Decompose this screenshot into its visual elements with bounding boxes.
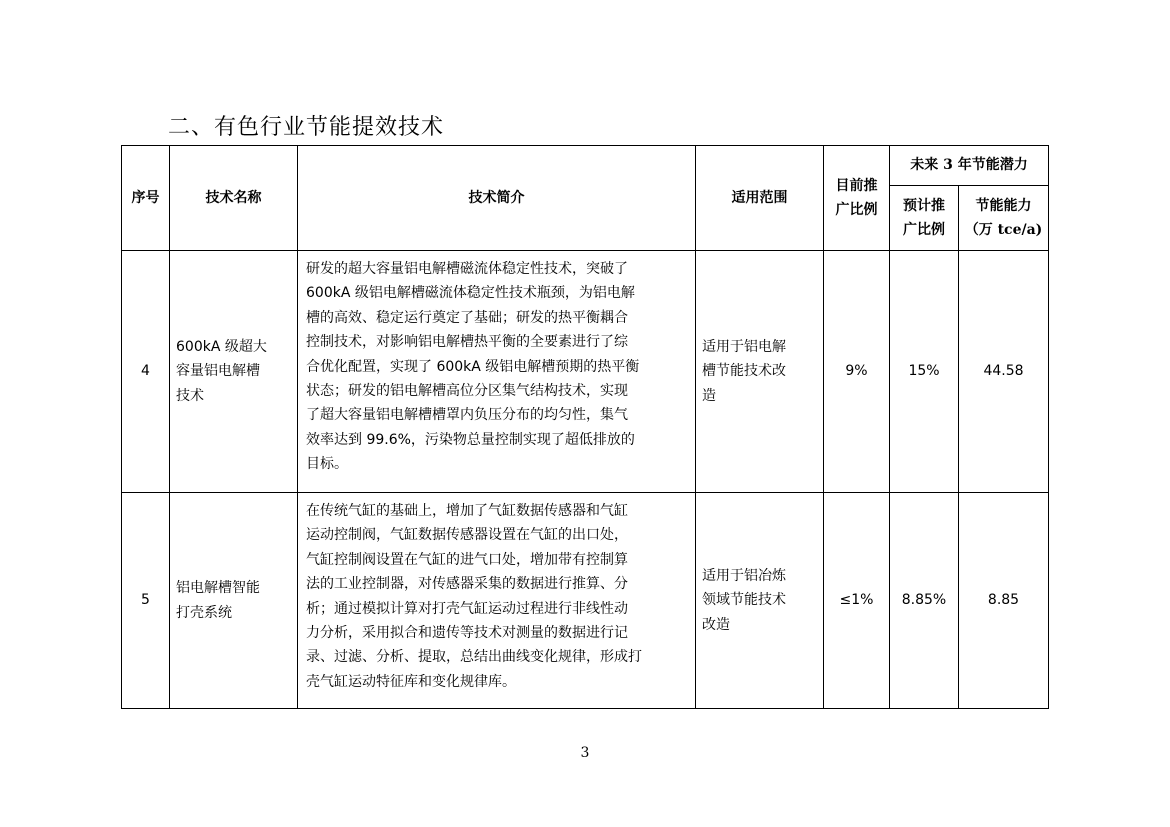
intro-cell-line: 600kA 级铝电解槽磁流体稳定性技术瓶颈，为铝电解 xyxy=(306,285,635,302)
header-line: （万 tce/a) xyxy=(964,222,1043,238)
header-capacity xyxy=(959,186,1049,251)
current-ratio-cell-line: 9% xyxy=(845,363,868,380)
name-cell-line: 打壳系统 xyxy=(176,604,232,621)
header-line: 广比例 xyxy=(903,222,945,238)
intro-cell-line: 控制技术，对影响铝电解槽热平衡的全要素进行了综 xyxy=(306,334,628,351)
intro-cell-line: 在传统气缸的基础上，增加了气缸数据传感器和气缸 xyxy=(306,503,628,519)
capacity-cell xyxy=(959,251,1049,493)
header-name: 技术名称 xyxy=(170,146,298,251)
intro-cell-line: 目标。 xyxy=(306,456,348,473)
capacity-cell-line: 44.58 xyxy=(983,363,1024,380)
technology-table xyxy=(121,145,1049,709)
intro-cell-line: 壳气缸运动特征库和变化规律库。 xyxy=(306,673,516,690)
capacity-cell xyxy=(959,493,1049,709)
scope-cell-line: 适用于铝电解 xyxy=(702,338,786,355)
seq-cell xyxy=(122,251,170,493)
intro-cell-line: 录、过滤、分析、提取，总结出曲线变化规律，形成打 xyxy=(306,649,642,666)
header-line: 节能能力 xyxy=(975,197,1032,214)
name-cell-line: 技术 xyxy=(176,387,204,404)
name-cell xyxy=(170,493,298,709)
current-ratio-cell xyxy=(824,493,890,709)
scope-cell xyxy=(696,493,824,709)
current-ratio-cell-line: ≤1% xyxy=(839,592,874,609)
scope-cell-line: 适用于铝冶炼 xyxy=(702,567,786,584)
name-cell xyxy=(170,251,298,493)
intro-cell-line: 运动控制阀，气缸数据传感器设置在气缸的出口处， xyxy=(306,527,628,544)
scope-cell-line: 领域节能技术 xyxy=(702,592,786,609)
name-cell-line: 容量铝电解槽 xyxy=(176,363,260,380)
expected-ratio-cell-line: 8.85% xyxy=(901,592,947,609)
intro-cell-line: 气缸控制阀设置在气缸的进气口处，增加带有控制算 xyxy=(306,551,628,568)
intro-cell-line: 槽的高效、稳定运行奠定了基础；研发的热平衡耦合 xyxy=(306,309,628,326)
current-ratio-cell xyxy=(824,251,890,493)
name-cell-line: 铝电解槽智能 xyxy=(176,580,260,597)
header-scope: 适用范围 xyxy=(696,146,824,251)
expected-ratio-cell-line: 15% xyxy=(908,363,940,380)
header-line: 目前推 xyxy=(835,177,878,194)
header-intro: 技术简介 xyxy=(298,146,696,251)
intro-cell-line: 法的工业控制器，对传感器采集的数据进行推算、分 xyxy=(306,576,628,593)
intro-cell xyxy=(298,493,696,709)
header-seq: 序号 xyxy=(122,146,170,251)
header-line: 预计推 xyxy=(903,197,945,214)
section-title: 二、有色行业节能提效技术 xyxy=(168,115,445,140)
scope-cell-line: 造 xyxy=(702,387,716,404)
expected-ratio-cell xyxy=(890,493,959,709)
table-row xyxy=(122,493,1049,709)
intro-cell-line: 效率达到 99.6%，污染物总量控制实现了超低排放的 xyxy=(306,431,635,448)
intro-cell xyxy=(298,251,696,493)
seq-cell-line: 4 xyxy=(141,363,150,380)
scope-cell-line: 槽节能技术改 xyxy=(702,363,786,380)
expected-ratio-cell xyxy=(890,251,959,493)
intro-cell-line: 合优化配置，实现了 600kA 级铝电解槽预期的热平衡 xyxy=(306,358,640,375)
capacity-cell-line: 8.85 xyxy=(987,592,1020,609)
header-future-group: 未来 3 年节能潜力 xyxy=(890,146,1049,186)
intro-cell-line: 了超大容量铝电解槽槽罩内负压分布的均匀性，集气 xyxy=(306,407,628,424)
name-cell-line: 600kA 级超大 xyxy=(176,338,267,355)
intro-cell-line: 研发的超大容量铝电解槽磁流体稳定性技术，突破了 xyxy=(306,261,628,277)
intro-cell-line: 力分析，采用拟合和遗传等技术对测量的数据进行记 xyxy=(306,625,628,642)
header-current-ratio xyxy=(824,146,890,251)
header-expected-ratio xyxy=(890,186,959,251)
table-row xyxy=(122,251,1049,493)
intro-cell-line: 析；通过模拟计算对打壳气缸运动过程进行非线性动 xyxy=(306,600,628,617)
scope-cell xyxy=(696,251,824,493)
header-line: 广比例 xyxy=(835,202,878,218)
seq-cell-line: 5 xyxy=(141,592,150,609)
seq-cell xyxy=(122,493,170,709)
page-number: 3 xyxy=(580,745,590,761)
scope-cell-line: 改造 xyxy=(702,616,730,633)
intro-cell-line: 状态；研发的铝电解槽高位分区集气结构技术，实现 xyxy=(306,383,628,400)
